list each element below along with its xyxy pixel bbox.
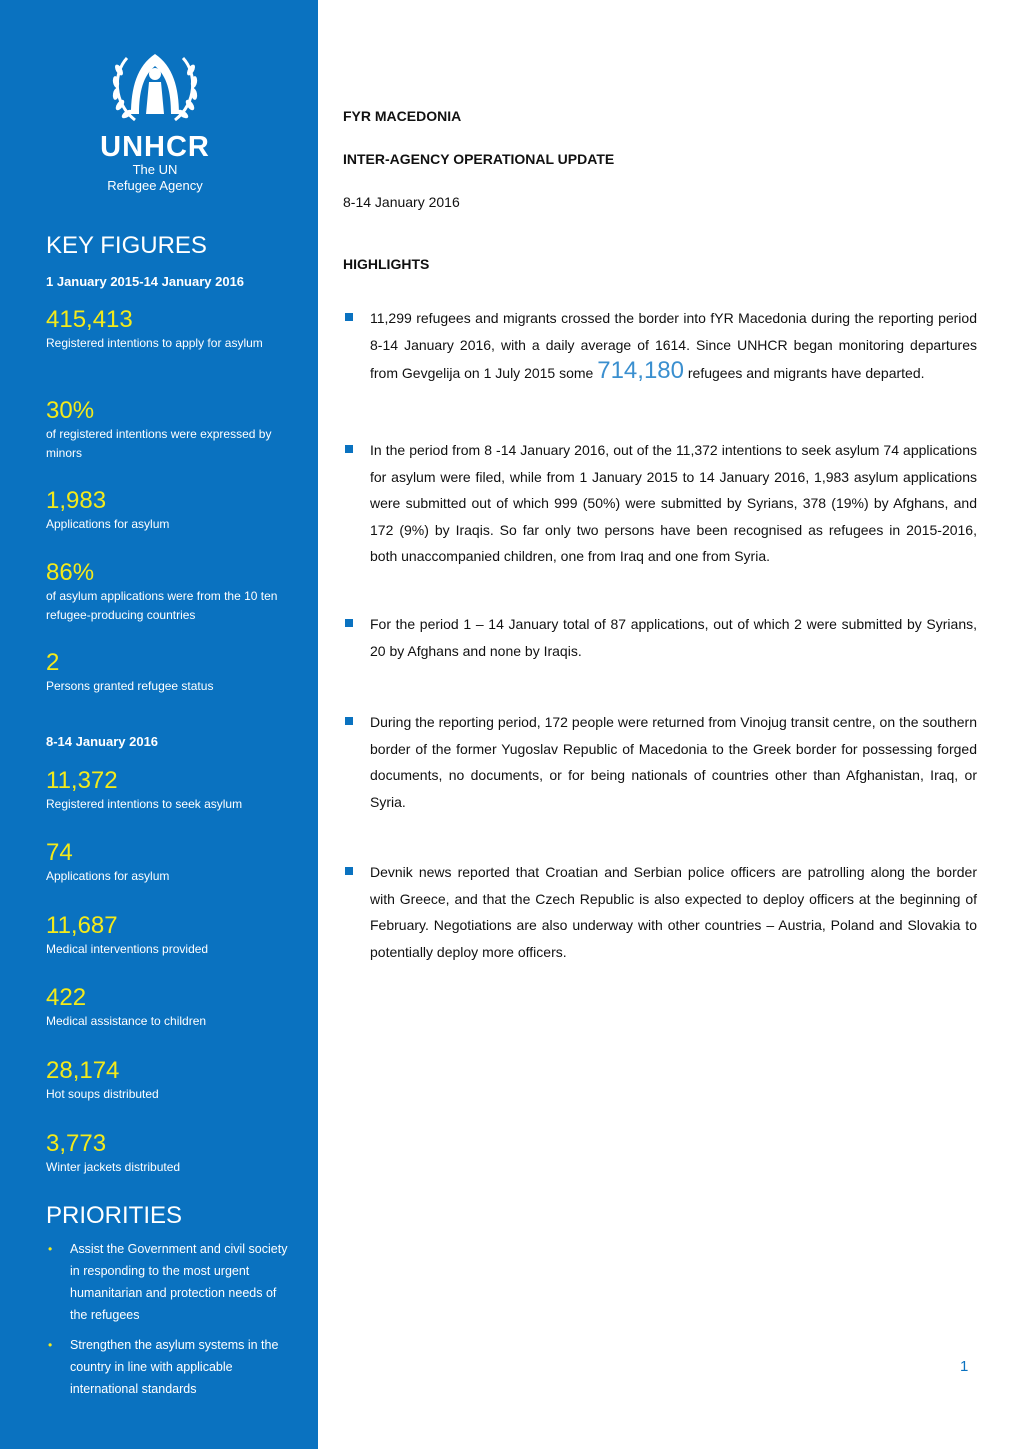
key-figure — [46, 912, 296, 959]
highlight-text: Devnik news reported that Croatian and Serbian police officers are patrolling along the border with Greece, and that the Czech Republic is also expected to deploy officers at the beginning of February. Negotiations are also underway with other countries – Austria, Poland and Slovakia to potentially deploy more officers. — [370, 864, 977, 960]
key-figure — [46, 767, 296, 814]
report-type: INTER-AGENCY OPERATIONAL UPDATE — [343, 151, 615, 167]
unhcr-logo — [90, 48, 220, 194]
unhcr-emblem-icon — [105, 48, 205, 130]
figure-value: 28,174 — [46, 1057, 120, 1084]
figure-label: Registered intentions to apply for asylum — [46, 336, 263, 350]
highlight-text-part: refugees and migrants have departed. — [684, 365, 925, 381]
square-bullet-icon — [345, 717, 353, 725]
highlight-text: During the reporting period, 172 people were returned from Vinojug transit centre, on the southern border of the former Yugoslav Republic of Macedonia to the Greek border for possessing forged documents, no documents, or for being nationals of countries other than Afghanistan, Iraq, or Syria. — [370, 714, 977, 810]
key-figure — [46, 487, 296, 534]
key-figure — [46, 1057, 296, 1104]
figure-value: 11,687 — [46, 912, 118, 939]
priorities-title: PRIORITIES — [46, 1202, 183, 1229]
highlight-item — [343, 305, 977, 387]
figure-value: 415,413 — [46, 306, 133, 333]
list-item — [46, 1334, 296, 1400]
figure-label: Applications for asylum — [46, 517, 170, 531]
key-figure — [46, 397, 296, 463]
figure-value: 2 — [46, 649, 60, 676]
key-figure — [46, 984, 296, 1031]
square-bullet-icon — [345, 445, 353, 453]
highlight-text — [370, 305, 977, 387]
figure-label: Winter jackets distributed — [46, 1160, 181, 1174]
figure-label: Persons granted refugee status — [46, 679, 214, 693]
figure-label: Medical assistance to children — [46, 1014, 207, 1028]
figure-value: 1,983 — [46, 487, 107, 514]
list-item — [46, 1238, 296, 1326]
key-figure — [46, 1130, 296, 1177]
figure-label: Hot soups distributed — [46, 1087, 159, 1101]
sidebar — [0, 0, 318, 1449]
report-dates: 8-14 January 2016 — [343, 194, 460, 210]
period-1-label: 1 January 2015-14 January 2016 — [46, 274, 245, 289]
figure-value: 86% — [46, 559, 95, 586]
figure-value: 3,773 — [46, 1130, 107, 1157]
logo-wordmark: UNHCR — [100, 131, 210, 163]
bullet-icon: • — [48, 1242, 53, 1256]
key-figure — [46, 839, 296, 886]
figure-label: Medical interventions provided — [46, 942, 209, 956]
highlight-text-part: 11,299 refugees and migrants crossed the border into fYR Macedonia during the reporting period 8-14 January 2016, with a daily average of 1614. Since UNHCR began monitoring departures from Gevgelija on 1 July 2015 some — [370, 310, 977, 381]
figure-label: Registered intentions to seek asylum — [46, 797, 243, 811]
period-2-label: 8-14 January 2016 — [46, 734, 159, 749]
figure-value: 74 — [46, 839, 73, 866]
page-number: 1 — [960, 1358, 969, 1375]
square-bullet-icon — [345, 867, 353, 875]
highlight-item — [343, 859, 977, 965]
highlights-title: HIGHLIGHTS — [343, 256, 430, 272]
highlight-text: In the period from 8 -14 January 2016, out of the 11,372 intentions to seek asylum 74 applications for asylum were filed, while from 1 January 2015 to 14 January 2016, 1,983 asylum applications were submitted out of which 999 (50%) were submitted by Syrians, 378 (19%) by Afghans, and 172 (9%) by Iraqis. So far only two persons have been recognised as refugees in 2015-2016, both unaccompanied children, one from Iraq and one from Syria. — [370, 442, 977, 564]
figure-label: of asylum applications were from the 10 ten refugee-producing countries — [46, 589, 278, 622]
highlight-item — [343, 611, 977, 664]
priorities-list — [46, 1238, 296, 1408]
key-figures-title: KEY FIGURES — [46, 232, 207, 259]
highlight-item — [343, 437, 977, 570]
figure-label: of registered intentions were expressed by minors — [46, 427, 272, 460]
key-figure — [46, 559, 296, 625]
figure-value: 11,372 — [46, 767, 118, 794]
highlight-item — [343, 709, 977, 815]
square-bullet-icon — [345, 619, 353, 627]
departures-total: 714,180 — [597, 357, 684, 384]
square-bullet-icon — [345, 313, 353, 321]
highlight-text: For the period 1 – 14 January total of 87 applications, out of which 2 were submitted by Syrians, 20 by Afghans and none by Iraqis. — [370, 616, 977, 659]
priority-text: Strengthen the asylum systems in the country in line with applicable international standards — [70, 1338, 279, 1396]
country-title: FYR MACEDONIA — [343, 108, 462, 124]
key-figure — [46, 649, 296, 696]
key-figure — [46, 306, 296, 353]
logo-tagline-line-1: The UN — [132, 162, 178, 177]
priority-text: Assist the Government and civil society in responding to the most urgent humanitarian and protection needs of the refugees — [70, 1242, 288, 1322]
figure-value: 422 — [46, 984, 87, 1011]
figure-value: 30% — [46, 397, 95, 424]
logo-tagline-line-2: Refugee Agency — [107, 178, 203, 193]
bullet-icon: • — [48, 1338, 53, 1352]
figure-label: Applications for asylum — [46, 869, 170, 883]
